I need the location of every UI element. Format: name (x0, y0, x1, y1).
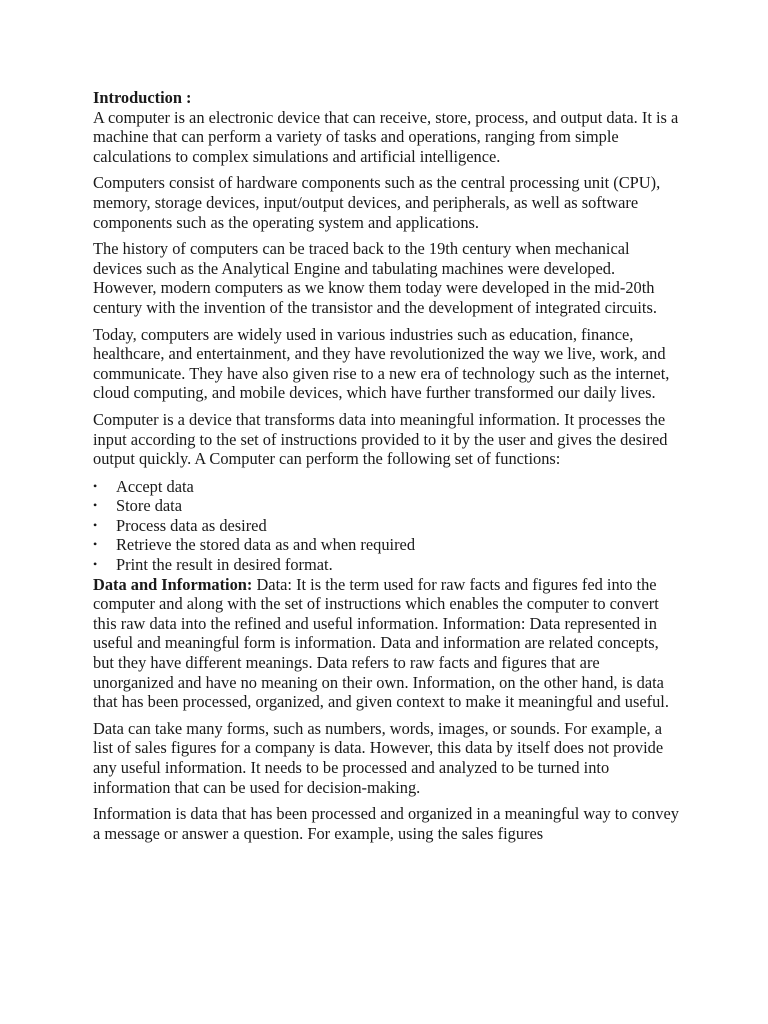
bullet-icon: • (93, 537, 98, 552)
list-item-text: Accept data (116, 476, 194, 496)
data-information-text: Data: It is the term used for raw facts and figures fed into the computer and along with the set of instructions which enables the computer to convert this raw data into the refined and useful information. Information: Data represented in useful and meaningful form is information. Data and information are related concepts, but they have different meanings. Data refers to raw facts and figures that are unorganized and have no meaning on their own. Information, on the other hand, is data that has been processed, organized, and given context to make it meaningful and useful. (93, 574, 669, 712)
bullet-icon: • (93, 498, 98, 513)
list-item (93, 516, 679, 536)
information-paragraph: Information is data that has been processed and organized in a meaningful way to convey a message or answer a question. For example, using the sales figures (93, 804, 679, 843)
document-page (93, 88, 679, 850)
list-item-text: Process data as desired (116, 515, 267, 535)
functions-intro-paragraph: Computer is a device that transforms data into meaningful information. It processes the input according to the set of instructions provided to it by the user and gives the desired output quickly. A Computer can perform the following set of functions: (93, 409, 668, 469)
list-item-text: Print the result in desired format. (116, 555, 333, 575)
intro-paragraph-1: A computer is an electronic device that can receive, store, process, and output data. It is a machine that can perform a variety of tasks and operations, ranging from simple calculations to complex simulations and artificial intelligence. (93, 107, 679, 166)
list-item (93, 496, 679, 516)
data-information-paragraph (93, 575, 679, 712)
intro-paragraph-2: Computers consist of hardware components such as the central processing unit (CPU), memory, storage devices, input/output devices, and peripherals, as well as software components such as the operating system and applications. (93, 173, 661, 232)
list-item-text: Store data (116, 496, 182, 516)
today-paragraph: Today, computers are widely used in various industries such as education, finance, healthcare, and entertainment, and they have revolutionized the way we live, work, and communicate. They have also given rise to a new era of technology such as the internet, cloud computing, and mobile devices, which have further transformed our daily lives. (93, 324, 670, 403)
bullet-icon: • (93, 517, 98, 532)
list-item (93, 555, 679, 575)
list-item (93, 477, 679, 497)
functions-list (93, 477, 679, 575)
bullet-icon: • (93, 478, 98, 493)
list-item-text: Retrieve the stored data as and when required (116, 535, 416, 555)
data-information-label: Data and Information: (93, 574, 253, 594)
data-forms-paragraph: Data can take many forms, such as numbers, words, images, or sounds. For example, a list of sales figures for a company is data. However, this data by itself does not provide any useful information. It needs to be processed and analyzed to be turned into information that can be used for decision-making. (93, 718, 664, 797)
list-item (93, 535, 679, 555)
history-paragraph: The history of computers can be traced back to the 19th century when mechanical devices such as the Analytical Engine and tabulating machines were developed. However, modern computers as we know them today were developed in the mid-20th century with the invention of the transistor and the development of integrated circuits. (93, 239, 657, 317)
bullet-icon: • (93, 557, 98, 572)
intro-heading: Introduction : (93, 88, 192, 107)
